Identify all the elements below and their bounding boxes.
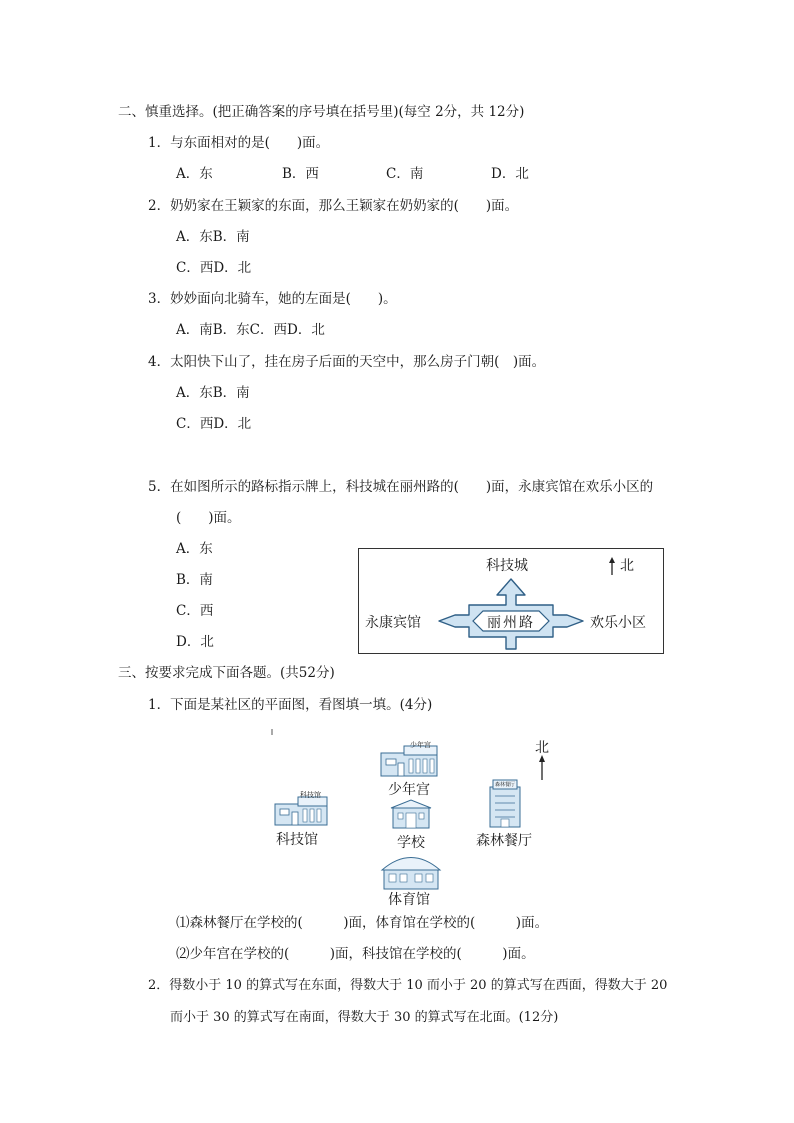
sign-label-road: 丽州路	[487, 615, 535, 631]
question-5-line-2: ( )面。	[176, 510, 241, 526]
q1-option-b: B．西	[282, 166, 319, 182]
question-5-line-1: 5．在如图所示的路标指示牌上，科技城在丽州路的( )面，永康宾馆在欢乐小区的	[148, 479, 654, 495]
s3-question-2-line-2: 而小于 30 的算式写在南面，得数大于 30 的算式写在北面。(12分)	[170, 1010, 559, 1025]
map-label-youth-palace: 少年宫	[388, 782, 430, 798]
gym-building-icon	[382, 858, 440, 890]
q3-options-row: A．南B．东C．西D．北	[176, 322, 325, 338]
map-label-school: 学校	[397, 835, 425, 851]
q5-option-a: A．东	[176, 541, 213, 557]
q4-options-row-1: A．东B．南	[176, 385, 250, 401]
q5-option-c: C．西	[176, 603, 214, 619]
q1-option-a: A．东	[176, 166, 213, 182]
sign-label-tech-city: 科技城	[486, 558, 528, 574]
map-label-science-museum: 科技馆	[276, 832, 318, 848]
s3-q1-sub-2: ⑵少年宫在学校的( )面，科技馆在学校的( )面。	[176, 946, 535, 962]
question-2: 2．奶奶家在王颖家的东面，那么王颖家在奶奶家的( )面。	[148, 198, 519, 214]
section-3-title: 三、按要求完成下面各题。(共52分)	[118, 665, 335, 681]
sign-label-hotel: 永康宾馆	[365, 615, 421, 631]
q2-options-row-1: A．东B．南	[176, 229, 250, 245]
q1-option-d: D．北	[491, 166, 529, 182]
school-building-icon	[391, 800, 431, 828]
science-museum-sign-text: 科技馆	[300, 791, 321, 799]
section-2-title: 二、慎重选择。(把正确答案的序号填在括号里)(每空 2分，共 12分)	[118, 104, 525, 120]
youth-palace-sign-text: 少年宫	[410, 741, 431, 749]
map-label-gym: 体育馆	[388, 892, 430, 908]
forest-restaurant-sign-text: 森林餐厅	[495, 782, 516, 788]
question-3: 3．妙妙面向北骑车，她的左面是( )。	[148, 291, 397, 307]
q5-option-b: B．南	[176, 572, 213, 588]
map-label-forest-restaurant: 森林餐厅	[476, 833, 532, 849]
q1-option-c: C．南	[386, 166, 424, 182]
map-north-label: 北	[535, 740, 549, 756]
sign-north-label: 北	[620, 558, 634, 574]
q4-options-row-2: C．西D．北	[176, 416, 252, 432]
s3-q1-sub-1: ⑴森林餐厅在学校的( )面，体育馆在学校的( )面。	[176, 915, 549, 931]
s3-question-1: 1．下面是某社区的平面图，看图填一填。(4分)	[148, 697, 433, 713]
question-4: 4．太阳快下山了，挂在房子后面的天空中，那么房子门朝( )面。	[148, 354, 546, 370]
q2-options-row-2: C．西D．北	[176, 260, 252, 276]
sign-label-community: 欢乐小区	[590, 615, 646, 631]
question-1: 1．与东面相对的是( )面。	[148, 135, 330, 151]
q5-option-d: D．北	[176, 634, 214, 650]
science-museum-building-icon	[275, 797, 327, 825]
youth-palace-building-icon	[381, 746, 437, 776]
s3-question-2-line-1: 2．得数小于 10 的算式写在东面，得数大于 10 而小于 20 的算式写在西面，得数大于 20	[148, 978, 668, 993]
